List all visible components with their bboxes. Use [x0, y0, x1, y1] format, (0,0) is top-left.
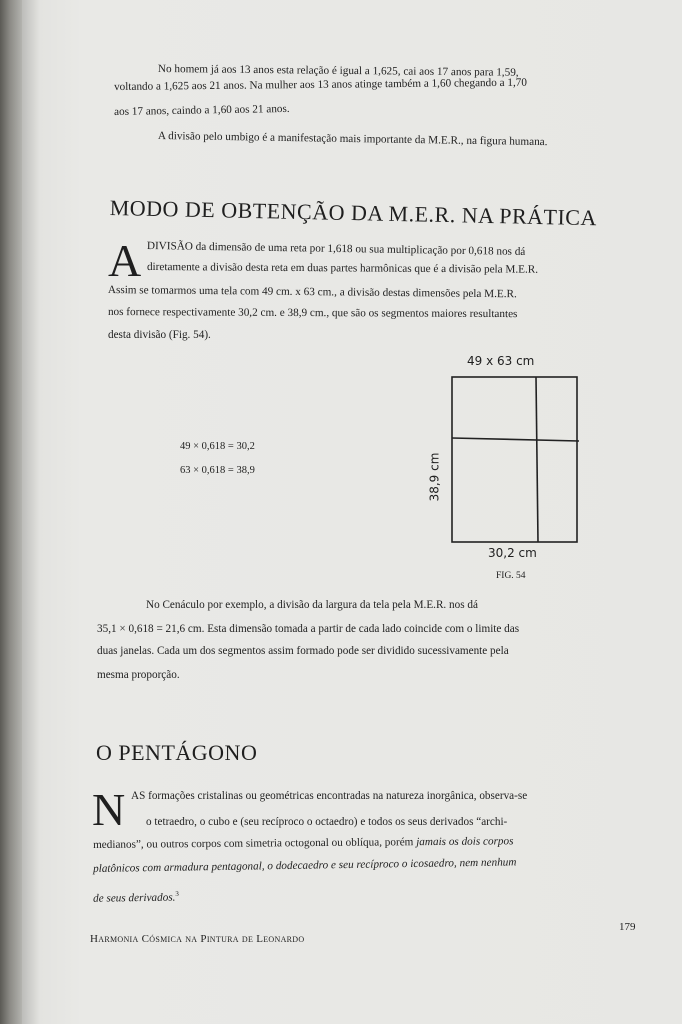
- section2-line-3-italic: jamais os dois corpos: [416, 835, 514, 849]
- intro-line-1: No homem já aos 13 anos esta relação é igual a 1,625, cai aos 17 anos para 1,59,: [157, 63, 519, 79]
- section2-line-5-italic: de seus derivados.: [93, 891, 176, 905]
- section2-line-4: platônicos com armadura pentagonal, o dodecaedro e seu recíproco o icosaedro, nem nenhum: [92, 856, 517, 875]
- section1-line-5: desta divisão (Fig. 54).: [108, 329, 211, 341]
- paragraph2-line-3: duas janelas. Cada um dos segmentos assim formado pode ser dividido sucessivamente pela: [97, 645, 509, 657]
- footnote-reference: 3: [175, 889, 179, 898]
- figure-caption: FIG. 54: [496, 571, 526, 581]
- page-number: 179: [619, 921, 636, 933]
- section2-line-1: AS formações cristalinas ou geométricas encontradas na natureza inorgânica, observa-se: [131, 790, 528, 802]
- section1-line-1: DIVISÃO da dimensão de uma reta por 1,618 ou sua multiplicação por 0,618 nos dá: [146, 240, 526, 258]
- intro-line-2: voltando a 1,625 aos 21 anos. Na mulher aos 13 anos atinge também a 1,60 chegando a 1,70: [113, 76, 527, 93]
- section2-line-2: o tetraedro, o cubo e (seu recíproco o octaedro) e todos os seus derivados “archi-: [146, 816, 508, 828]
- running-title: Harmonia Cósmica na Pintura de Leonardo: [90, 933, 305, 945]
- equation-height: 63 × 0,618 = 38,9: [180, 465, 255, 476]
- intro-line-4: A divisão pelo umbigo é a manifestação mais importante da M.E.R., na figura humana.: [157, 130, 548, 149]
- section-heading-pentagono: O PENTÁGONO: [96, 740, 258, 765]
- section1-line-2: diretamente a divisão desta reta em duas partes harmônicas que é a divisão pela M.E.R.: [146, 261, 539, 276]
- paragraph2-line-1: No Cenáculo por exemplo, a divisão da largura da tela pela M.E.R. nos dá: [146, 599, 478, 611]
- intro-line-3: aos 17 anos, caindo a 1,60 aos 21 anos.: [113, 102, 290, 118]
- drop-cap-n: N: [92, 784, 126, 835]
- section-heading-mer: MODO DE OBTENÇÃO DA M.E.R. NA PRÁTICA: [109, 195, 598, 231]
- section1-line-4: nos fornece respectivamente 30,2 cm. e 38,9 cm., que são os segmentos maiores resultantes: [107, 306, 518, 321]
- figure-bottom-label: 30,2 cm: [488, 546, 537, 560]
- drop-cap-a: A: [108, 235, 142, 286]
- paragraph2-line-2: 35,1 × 0,618 = 21,6 cm. Esta dimensão tomada a partir de cada lado coincide com o limite das: [97, 623, 520, 635]
- equation-width: 49 × 0,618 = 30,2: [180, 441, 255, 452]
- section2-line-3-plain: medianos”, ou outros corpos com simetria octogonal ou oblíqua, porém: [92, 836, 417, 851]
- section2-line-5: [93, 891, 179, 905]
- figure-side-label: 38,9 cm: [427, 452, 442, 502]
- section1-line-3: Assim se tomarmos uma tela com 49 cm. x 63 cm., a divisão destas dimensões pela M.E.R.: [107, 284, 517, 301]
- figure-top-label: 49 x 63 cm: [467, 354, 535, 368]
- paragraph2-line-4: mesma proporção.: [97, 669, 180, 681]
